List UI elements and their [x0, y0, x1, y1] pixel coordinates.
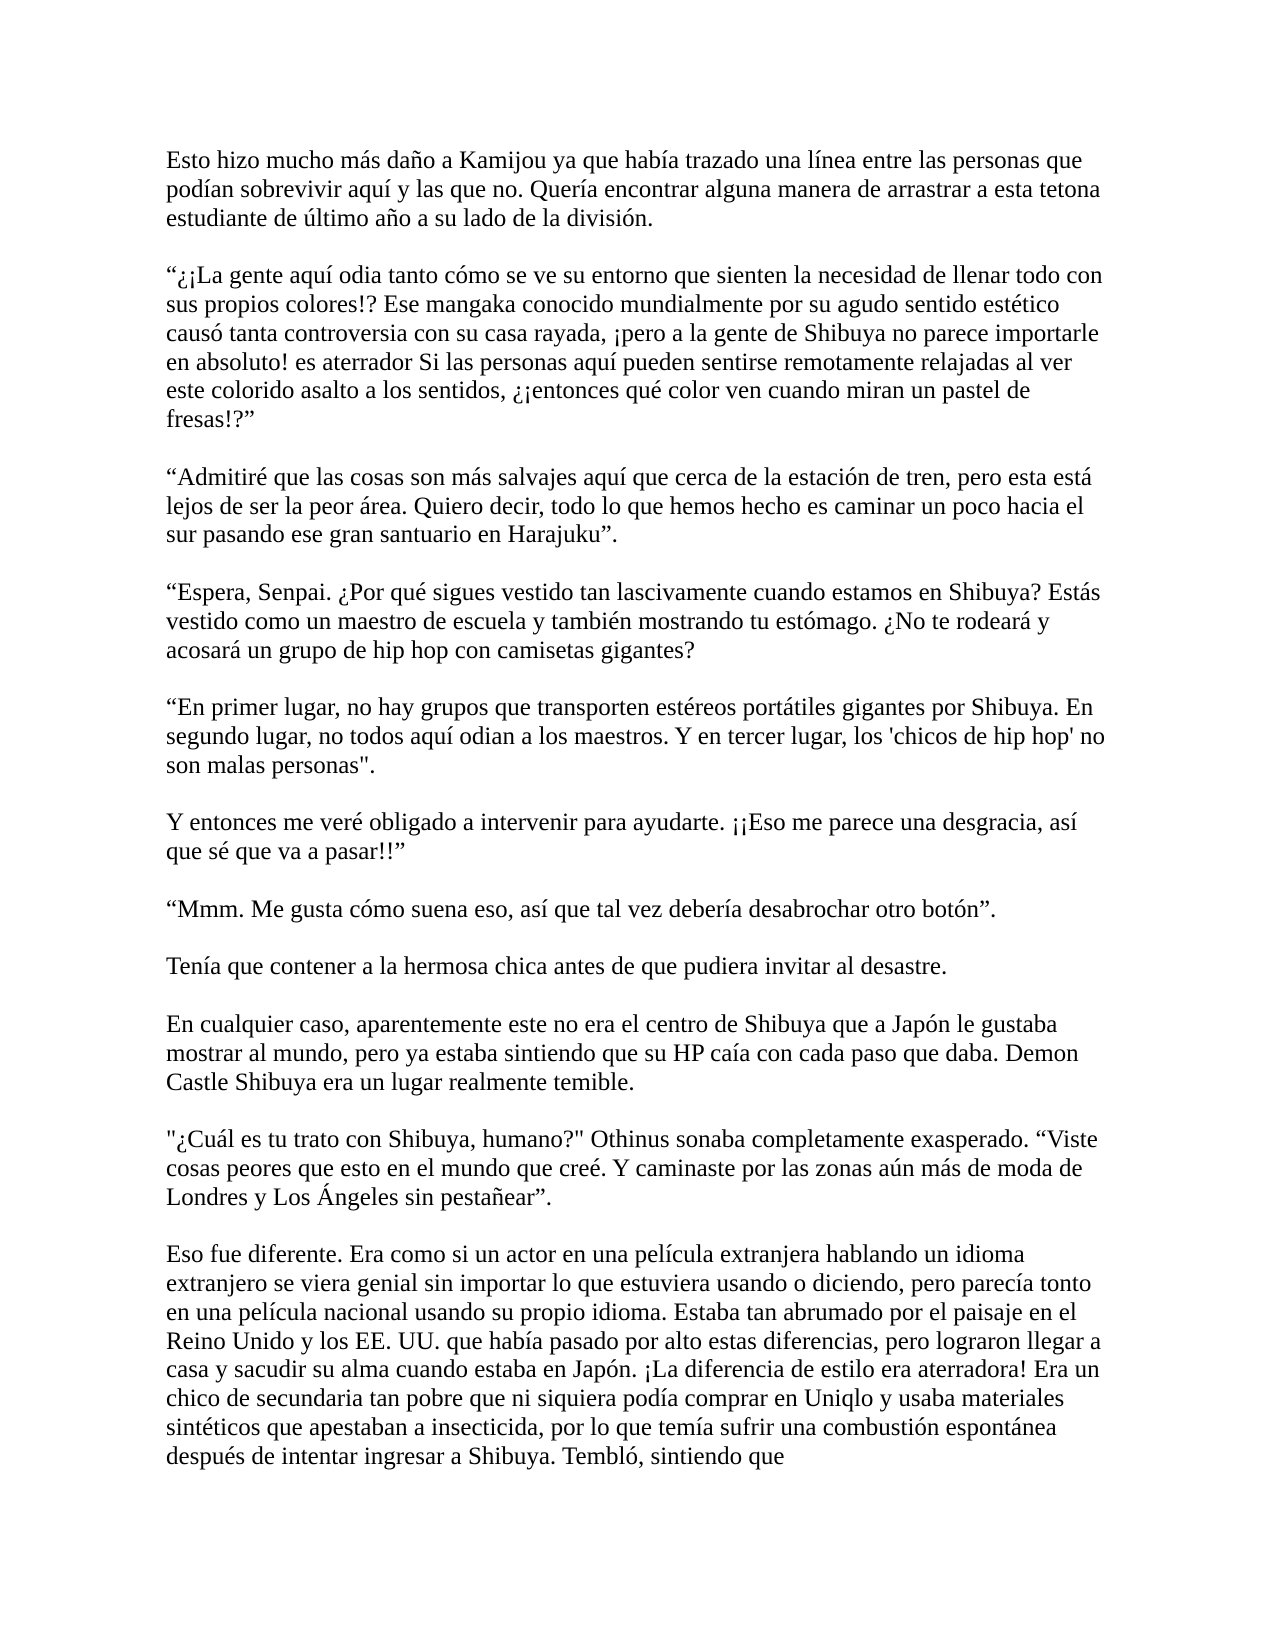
paragraph-3: “Admitiré que las cosas son más salvajes aquí que cerca de la estación de tren, pero esta está lejos de ser la peor área. Quiero decir, todo lo que hemos hecho es caminar un poco hacia el sur pasando ese gran santuario en Harajuku”. — [166, 463, 1093, 549]
paragraph-11: Eso fue diferente. Era como si un actor en una película extranjera hablando un idioma extranjero se viera genial sin importar lo que estuviera usando o diciendo, pero parecía tonto en una película nacional usando su propio idioma. Estaba tan abrumado por el paisaje en el Reino Unido y los EE. UU. que había pasado por alto estas diferencias, pero lograron llegar a casa y sacudir su alma cuando estaba en Japón. ¡La diferencia de estilo era aterradora! Era un chico de secundaria tan pobre que ni siquiera podía comprar en Uniqlo y usaba materiales sintéticos que apestaban a insecticida, por lo que temía sufrir una combustión espontánea después de intentar ingresar a Shibuya. Tembló, sintiendo que — [166, 1241, 1102, 1470]
paragraph-8: Tenía que contener a la hermosa chica antes de que pudiera invitar al desastre. — [166, 953, 948, 981]
paragraph-2: “¿¡La gente aquí odia tanto cómo se ve su entorno que sienten la necesidad de llenar todo con sus propios colores!? Ese mangaka conocido mundialmente por su agudo sentido estético causó tanta controversia con su casa rayada, ¡pero a la gente de Shibuya no parece importarle en absoluto! es aterrador Si las personas aquí pueden sentirse remotamente relajadas al ver este colorido asalto a los sentidos, ¿¡entonces qué color ven cuando miran un pastel de fresas!?” — [166, 262, 1103, 434]
paragraph-5: “En primer lugar, no hay grupos que transporten estéreos portátiles gigantes por Shibuya. En segundo lugar, no todos aquí odian a los maestros. Y en tercer lugar, los 'chicos de hip hop' no son malas personas". — [166, 694, 1105, 779]
paragraph-10: "¿Cuál es tu trato con Shibuya, humano?" Othinus sonaba completamente exasperado. “Viste cosas peores que esto en el mundo que creé. Y caminaste por las zonas aún más de moda de Londres y Los Ángeles sin pestañear”. — [166, 1126, 1098, 1211]
document-text-block — [166, 147, 1107, 1472]
paragraph-7: “Mmm. Me gusta cómo suena eso, así que tal vez debería desabrochar otro botón”. — [166, 895, 997, 923]
paragraph-1: Esto hizo mucho más daño a Kamijou ya que había trazado una línea entre las personas que podían sobrevivir aquí y las que no. Quería encontrar alguna manera de arrastrar a esta tetona estudiante de último año a su lado de la división. — [166, 147, 1101, 232]
paragraph-6: Y entonces me veré obligado a intervenir para ayudarte. ¡¡Eso me parece una desgracia, así que sé que va a pasar!!” — [166, 809, 1078, 866]
paragraph-4: “Espera, Senpai. ¿Por qué sigues vestido tan lascivamente cuando estamos en Shibuya? Estás vestido como un maestro de escuela y también mostrando tu estómago. ¿No te rodeará y acosará un grupo de hip hop con camisetas gigantes? — [166, 578, 1101, 664]
paragraph-9: En cualquier caso, aparentemente este no era el centro de Shibuya que a Japón le gustaba mostrar al mundo, pero ya estaba sintiendo que su HP caía con cada paso que daba. Demon Castle Shibuya era un lugar realmente temible. — [166, 1010, 1079, 1096]
